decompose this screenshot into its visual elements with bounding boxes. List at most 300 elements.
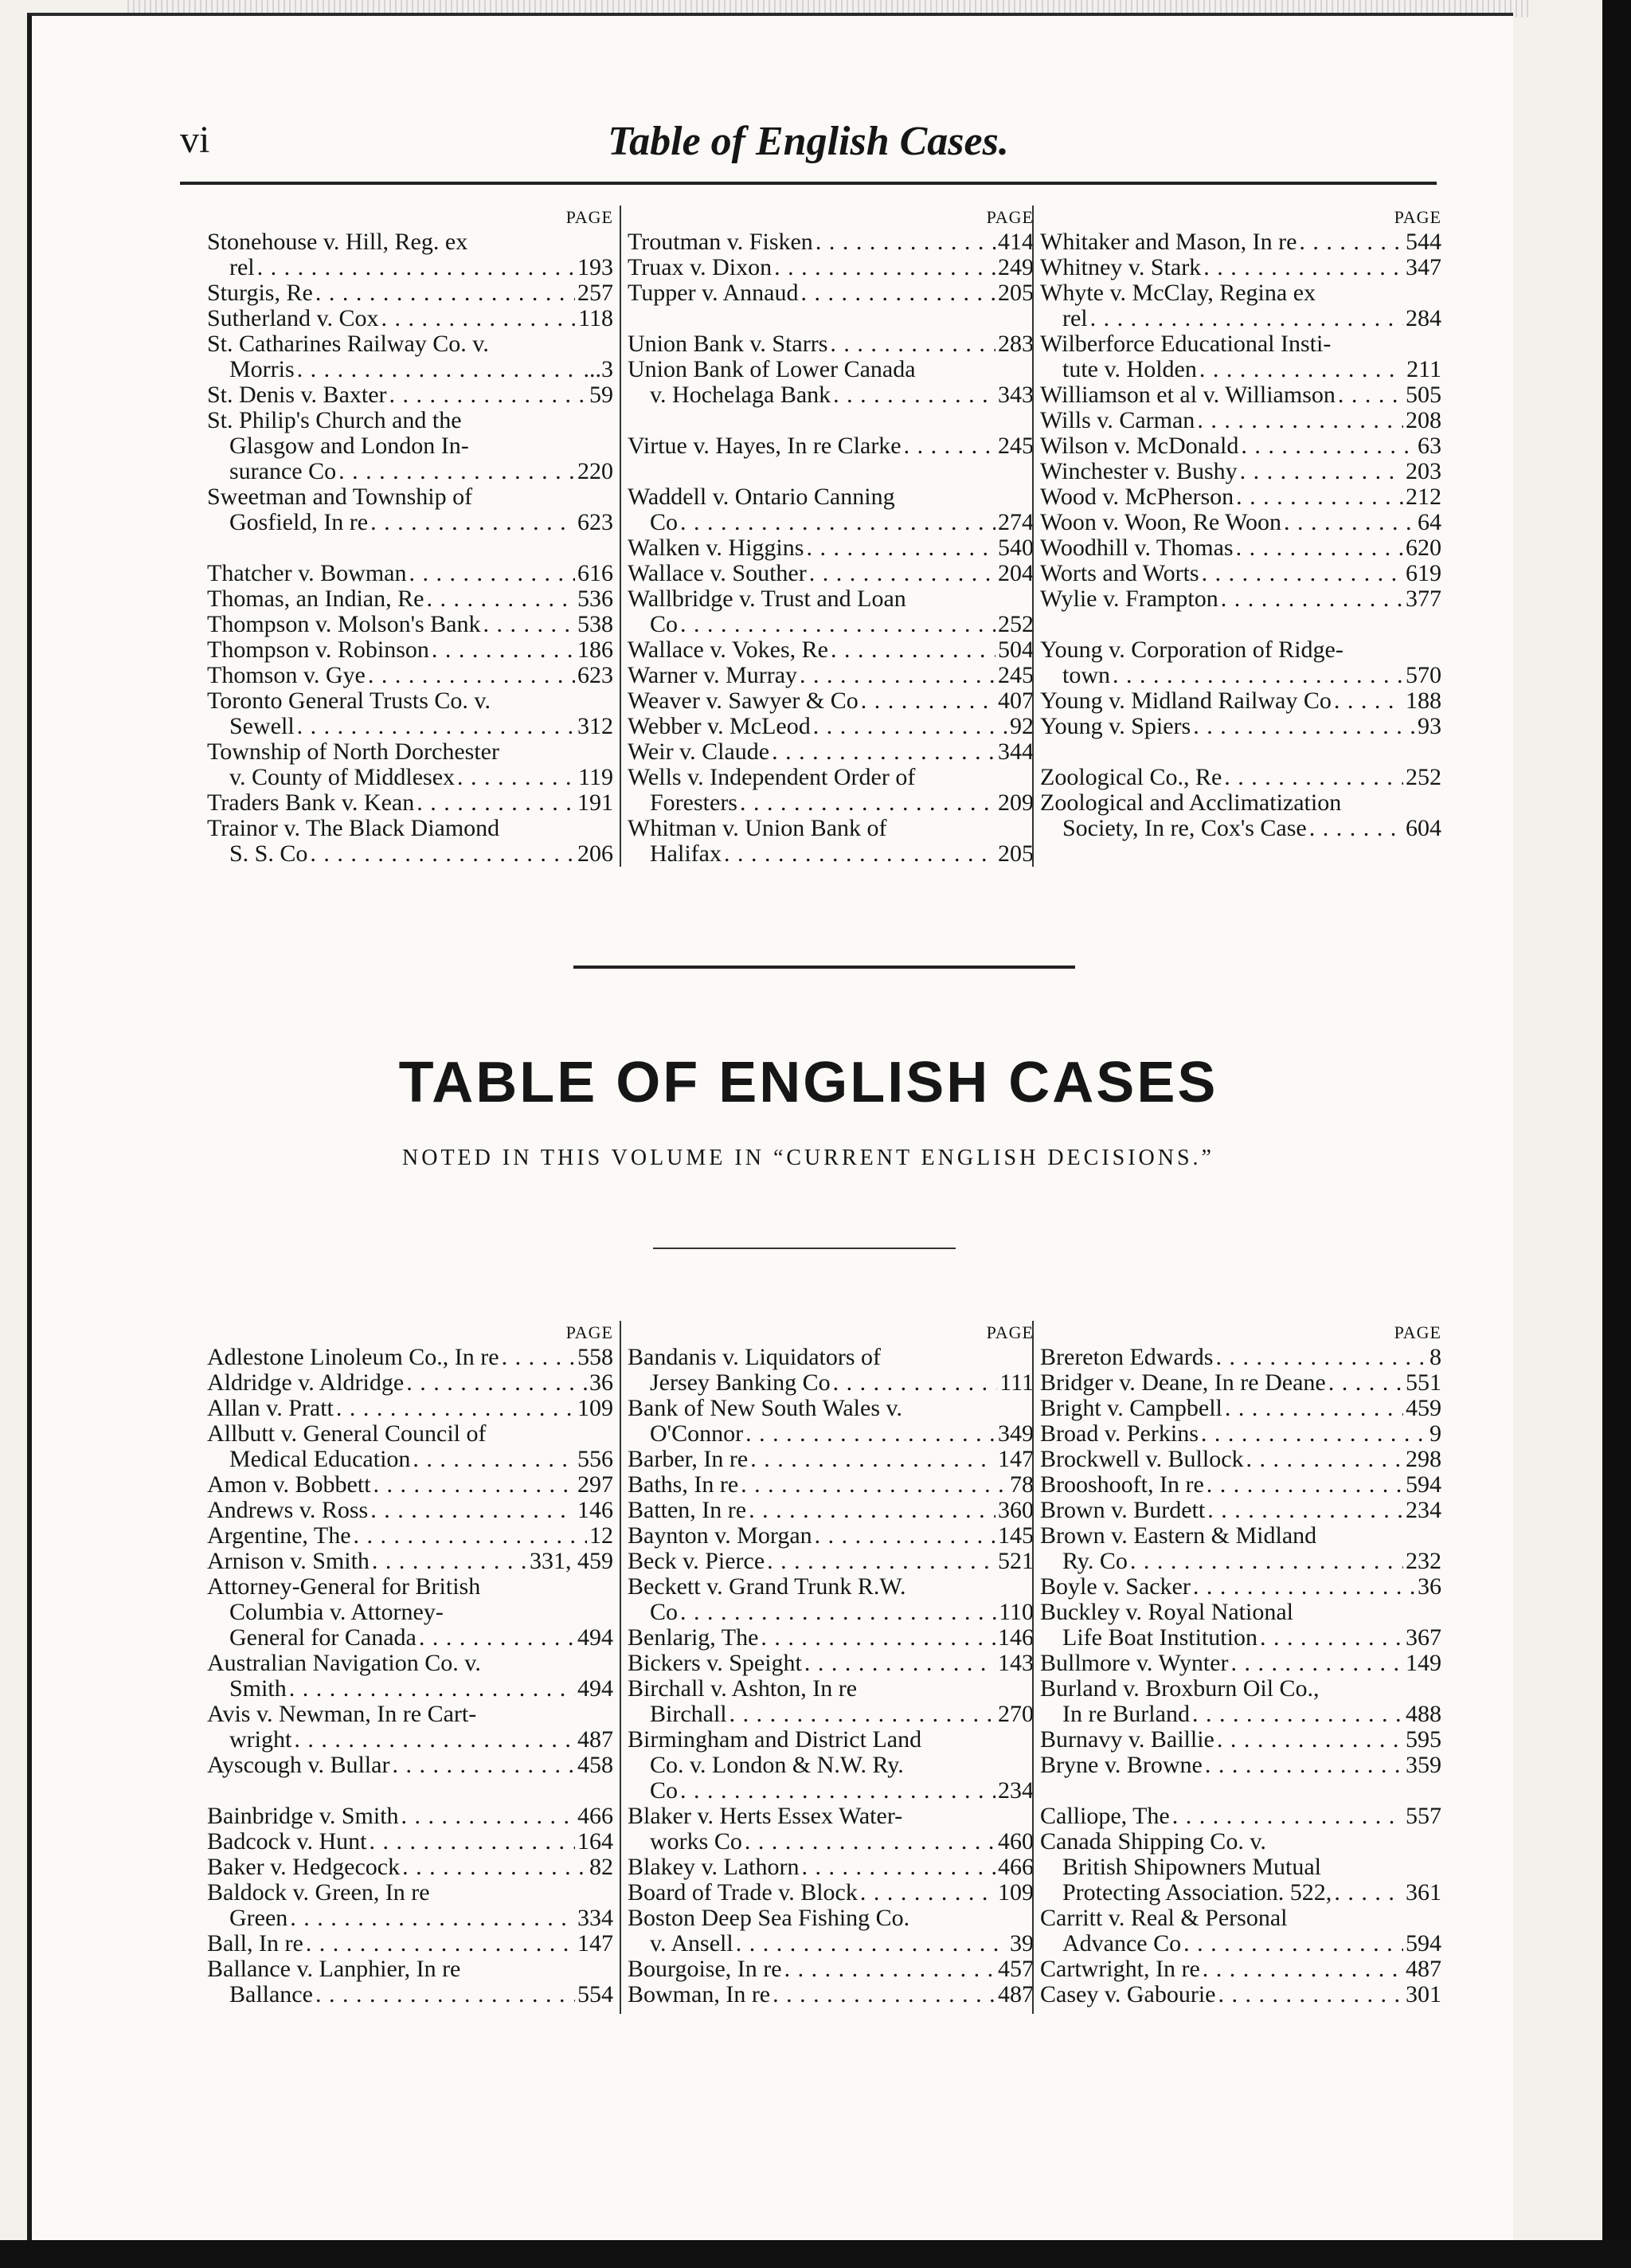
dot-leader [1090, 306, 1403, 331]
page-number: 252 [998, 612, 1034, 637]
case-name: Glasgow and London In- [229, 433, 469, 459]
case-name: Tupper v. Annaud [628, 280, 799, 306]
case-entry [628, 1574, 1034, 1600]
dot-leader [1225, 1396, 1403, 1421]
case-name: Whitman v. Union Bank of [628, 816, 887, 841]
dot-leader [1130, 1549, 1403, 1574]
dot-leader [1334, 688, 1403, 714]
dot-leader [804, 1651, 995, 1676]
page-number: 349 [998, 1421, 1034, 1447]
page-number: 186 [577, 637, 613, 663]
dot-leader [802, 1855, 996, 1880]
case-name: Young v. Midland Railway Co [1040, 688, 1332, 714]
case-entry [1040, 1753, 1441, 1778]
dot-leader [772, 1982, 995, 2008]
case-name: Co [650, 1778, 679, 1804]
case-name: Ballance v. Lanphier, In re [207, 1957, 461, 1982]
dot-leader [381, 306, 577, 331]
case-name: Winchester v. Bushy [1040, 459, 1238, 484]
dot-leader [1309, 816, 1403, 841]
case-name: S. S. Co [229, 841, 308, 867]
page-number: 164 [577, 1829, 613, 1855]
page-number: 623 [577, 510, 613, 535]
page-column-heading: PAGE [1394, 207, 1441, 227]
case-name: Baynton v. Morgan [628, 1523, 812, 1549]
case-entry [207, 382, 613, 408]
case-name: Brown v. Burdett [1040, 1498, 1206, 1523]
page-number: 283 [998, 331, 1034, 357]
dot-leader [800, 280, 995, 306]
case-entry [1040, 1396, 1441, 1421]
case-name: Ballance [229, 1982, 313, 2008]
running-title: Table of English Cases. [608, 119, 1009, 164]
case-name: Allan v. Pratt [207, 1396, 334, 1421]
page-number: 301 [1406, 1982, 1441, 2008]
case-name: Thompson v. Robinson [207, 637, 429, 663]
case-name: Calliope, The [1040, 1804, 1170, 1829]
dot-leader [680, 612, 995, 637]
case-entry [628, 790, 1034, 816]
page-number: 206 [577, 841, 613, 867]
case-entry [628, 1625, 1034, 1651]
dot-leader [774, 255, 995, 280]
case-entry [628, 1906, 1034, 1931]
dot-leader [1230, 1651, 1403, 1676]
case-entry [628, 663, 1034, 688]
dot-leader [401, 1804, 575, 1829]
page-number: 331, 459 [530, 1549, 613, 1574]
dot-leader [370, 1829, 575, 1855]
dot-leader [680, 1600, 996, 1625]
case-name: Trainor v. The Black Diamond [207, 816, 500, 841]
dot-leader [374, 1472, 575, 1498]
page-number: 78 [1010, 1472, 1034, 1498]
dot-leader [809, 561, 995, 586]
case-entry [207, 1651, 613, 1676]
case-entry [628, 1600, 1034, 1625]
page-number: 359 [1406, 1753, 1441, 1778]
case-entry [628, 535, 1034, 561]
case-entry [207, 663, 613, 688]
case-entry [1040, 739, 1441, 765]
case-name: Halifax [650, 841, 722, 867]
case-name: Protecting Association. 522, [1062, 1880, 1332, 1906]
page-number: 360 [998, 1498, 1034, 1523]
case-entry [628, 1880, 1034, 1906]
page-number: 143 [998, 1651, 1034, 1676]
case-entry [207, 229, 613, 255]
case-name: Zoological Co., Re [1040, 765, 1222, 790]
case-entry [1040, 714, 1441, 739]
dot-leader [1224, 765, 1403, 790]
case-entry [1040, 408, 1441, 433]
dot-leader [813, 714, 1007, 739]
case-entry [1040, 1447, 1441, 1472]
case-name: v. County of Middlesex [229, 765, 456, 790]
case-entry [1040, 1804, 1441, 1829]
dot-leader [413, 1447, 575, 1472]
dot-leader [426, 586, 575, 612]
dot-leader [389, 382, 587, 408]
case-name: Cartwright, In re [1040, 1957, 1200, 1982]
case-entry [207, 612, 613, 637]
case-name: Troutman v. Fisken [628, 229, 813, 255]
page-number: 558 [577, 1345, 613, 1370]
case-entry [628, 765, 1034, 790]
dot-leader [1205, 1753, 1403, 1778]
case-name: Webber v. McLeod [628, 714, 811, 739]
case-entry [628, 1702, 1034, 1727]
page-number: 205 [998, 280, 1034, 306]
page-column-heading: PAGE [1394, 1322, 1441, 1342]
case-entry [1040, 1651, 1441, 1676]
case-entry [628, 1931, 1034, 1957]
case-entry [207, 1600, 613, 1625]
page-number: 377 [1406, 586, 1441, 612]
case-entry [628, 1982, 1034, 2008]
page-number: 245 [998, 663, 1034, 688]
case-name: In re Burland [1062, 1702, 1190, 1727]
case-name: Ayscough v. Bullar [207, 1753, 390, 1778]
case-entry [207, 1931, 613, 1957]
case-name: surance Co [229, 459, 337, 484]
page-number: 59 [589, 382, 613, 408]
dot-leader [419, 1625, 575, 1651]
dot-leader [290, 1906, 575, 1931]
case-entry [628, 1345, 1034, 1370]
case-entry [207, 433, 613, 459]
case-name: Columbia v. Attorney- [229, 1600, 444, 1625]
case-name: Township of North Dorchester [207, 739, 499, 765]
case-name: Wilson v. McDonald [1040, 433, 1239, 459]
case-entry [1040, 459, 1441, 484]
dot-leader [1193, 714, 1415, 739]
dot-leader [368, 663, 575, 688]
case-name: Allbutt v. General Council of [207, 1421, 487, 1447]
dot-leader [1218, 1982, 1404, 2008]
page-number: 521 [998, 1549, 1034, 1574]
page-number: 109 [577, 1396, 613, 1421]
case-name: Sutherland v. Cox [207, 306, 379, 331]
table-bottom-column-3 [1032, 1321, 1441, 2014]
case-entry [628, 1727, 1034, 1753]
case-entry [628, 1855, 1034, 1880]
case-entry [628, 408, 1034, 433]
case-entry [1040, 1702, 1441, 1727]
case-entry [1040, 331, 1441, 357]
case-entry [207, 1421, 613, 1447]
page-number: ...3 [583, 357, 613, 382]
case-name: v. Ansell [650, 1931, 733, 1957]
case-name: Sturgis, Re [207, 280, 313, 306]
case-entry [1040, 1931, 1441, 1957]
case-name: Buckley v. Royal National [1040, 1600, 1293, 1625]
page-number: 347 [1406, 255, 1441, 280]
dot-leader [1236, 535, 1403, 561]
dot-leader [761, 1625, 995, 1651]
page-number: 211 [1406, 357, 1441, 382]
dot-leader [816, 229, 995, 255]
page-number: 146 [998, 1625, 1034, 1651]
page-number: 270 [998, 1702, 1034, 1727]
dot-leader [736, 1931, 1007, 1957]
scan-edge-right [1602, 0, 1631, 2268]
page-number: 92 [1010, 714, 1034, 739]
dot-leader [370, 1498, 575, 1523]
case-name: Stonehouse v. Hill, Reg. ex [207, 229, 468, 255]
case-name: Bridger v. Deane, In re Deane [1040, 1370, 1326, 1396]
case-name: town [1062, 663, 1110, 688]
case-entry [628, 382, 1034, 408]
case-entry [207, 790, 613, 816]
dot-leader [297, 357, 581, 382]
dot-leader [370, 510, 575, 535]
dot-leader [409, 561, 575, 586]
page-number: 193 [577, 255, 613, 280]
case-name: Baker v. Hedgecock [207, 1855, 401, 1880]
case-name: Adlestone Linoleum Co., In re [207, 1345, 499, 1370]
case-entry [628, 1370, 1034, 1396]
case-entry [628, 1957, 1034, 1982]
case-name: Burland v. Broxburn Oil Co., [1040, 1676, 1320, 1702]
dot-leader [833, 382, 995, 408]
page-number: 36 [589, 1370, 613, 1396]
case-entry [207, 280, 613, 306]
case-entry [1040, 433, 1441, 459]
page-number: 205 [998, 841, 1034, 867]
page-number: 556 [577, 1447, 613, 1472]
case-entry [207, 306, 613, 331]
page-number: 39 [1010, 1931, 1034, 1957]
case-entry [1040, 484, 1441, 510]
case-entry [1040, 1982, 1441, 2008]
case-name: Sewell [229, 714, 295, 739]
case-entry [207, 408, 613, 433]
page-number: 616 [577, 561, 613, 586]
page-number: 118 [578, 306, 613, 331]
case-name: Attorney-General for British [207, 1574, 481, 1600]
case-name: Union Bank v. Starrs [628, 331, 828, 357]
case-name: Green [229, 1906, 288, 1931]
page-number: 110 [999, 1600, 1034, 1625]
case-name: O'Connor [650, 1421, 744, 1447]
case-entry [1040, 1778, 1441, 1804]
dot-leader [1207, 1498, 1403, 1523]
case-name: Wells v. Independent Order of [628, 765, 916, 790]
case-name: Worts and Worts [1040, 561, 1199, 586]
case-name: Barber, In re [628, 1447, 749, 1472]
case-entry [1040, 1370, 1441, 1396]
case-entry [628, 1523, 1034, 1549]
case-entry [1040, 229, 1441, 255]
table-top-column-3 [1032, 206, 1441, 867]
case-name: Blaker v. Herts Essex Water- [628, 1804, 903, 1829]
case-entry [207, 1523, 613, 1549]
dot-leader [749, 1498, 995, 1523]
case-entry [207, 357, 613, 382]
page-number: 149 [1406, 1651, 1441, 1676]
case-name: Thomson v. Gye [207, 663, 366, 688]
case-entry [1040, 535, 1441, 561]
page-number: 119 [578, 765, 613, 790]
case-name: General for Canada [229, 1625, 417, 1651]
case-name: Casey v. Gabourie [1040, 1982, 1216, 2008]
case-name: wright [229, 1727, 292, 1753]
page-column-heading: PAGE [986, 207, 1034, 227]
case-name: Bright v. Campbell [1040, 1396, 1222, 1421]
dot-leader [1197, 408, 1403, 433]
case-name: Wilberforce Educational Insti- [1040, 331, 1332, 357]
page-number: 284 [1406, 306, 1441, 331]
case-entry [1040, 790, 1441, 816]
case-name: Bowman, In re [628, 1982, 771, 2008]
page-number: 457 [998, 1957, 1034, 1982]
case-name: Board of Trade v. Block [628, 1880, 858, 1906]
case-name: Amon v. Bobbett [207, 1472, 371, 1498]
case-name: Birchall v. Ashton, In re [628, 1676, 858, 1702]
dot-leader [432, 637, 575, 663]
case-entry [1040, 765, 1441, 790]
case-entry [207, 1702, 613, 1727]
case-name: Birchall [650, 1702, 727, 1727]
case-entry [628, 1829, 1034, 1855]
case-entry [628, 229, 1034, 255]
case-entry [207, 1676, 613, 1702]
case-name: Walken v. Higgins [628, 535, 804, 561]
page-number: 212 [1406, 484, 1441, 510]
case-entry [628, 1753, 1034, 1778]
case-name: Wood v. McPherson [1040, 484, 1234, 510]
dot-leader [257, 255, 575, 280]
page-number: 538 [577, 612, 613, 637]
case-name: Zoological and Acclimatization [1040, 790, 1342, 816]
page-number: 245 [998, 433, 1034, 459]
scan-edge-bottom [0, 2240, 1631, 2268]
case-entry [628, 1472, 1034, 1498]
case-entry [628, 739, 1034, 765]
page-number: 147 [998, 1447, 1034, 1472]
case-entry [207, 484, 613, 510]
page-number: 209 [998, 790, 1034, 816]
dot-leader [315, 1982, 575, 2008]
dot-leader [1203, 255, 1403, 280]
case-entry [207, 255, 613, 280]
case-entry [207, 841, 613, 867]
case-entry [1040, 510, 1441, 535]
dot-leader [1221, 586, 1403, 612]
case-entry [207, 1370, 613, 1396]
table-bottom-column-2 [620, 1321, 1034, 2014]
case-name: Australian Navigation Co. v. [207, 1651, 481, 1676]
case-entry [1040, 1957, 1441, 1982]
dot-leader [502, 1345, 575, 1370]
page-number: 252 [1406, 765, 1441, 790]
dot-leader [406, 1370, 587, 1396]
dot-leader [1207, 1472, 1403, 1498]
section-divider [573, 966, 1075, 969]
case-name: British Shipowners Mutual [1062, 1855, 1322, 1880]
case-entry [207, 1804, 613, 1829]
page-number: 12 [589, 1523, 613, 1549]
case-entry [1040, 1906, 1441, 1931]
table-bottom-column-1 [207, 1321, 613, 2008]
page-number: 557 [1406, 1804, 1441, 1829]
page-number: 361 [1406, 1880, 1441, 1906]
case-name: Life Boat Institution [1062, 1625, 1257, 1651]
case-entry [628, 1549, 1034, 1574]
page-number: 234 [1406, 1498, 1441, 1523]
case-name: Williamson et al v. Williamson [1040, 382, 1336, 408]
dot-leader [297, 714, 575, 739]
case-name: Union Bank of Lower Canada [628, 357, 916, 382]
case-name: works Co [650, 1829, 742, 1855]
case-entry [1040, 586, 1441, 612]
case-name: Benlarig, The [628, 1625, 759, 1651]
case-entry [1040, 1829, 1441, 1855]
case-entry [207, 714, 613, 739]
case-name: Woodhill v. Thomas [1040, 535, 1234, 561]
case-entry [628, 586, 1034, 612]
case-entry [1040, 688, 1441, 714]
case-name: St. Philip's Church and the [207, 408, 462, 433]
dot-leader [310, 841, 575, 867]
dot-leader [392, 1753, 575, 1778]
case-entry [1040, 612, 1441, 637]
page-number: 536 [577, 586, 613, 612]
case-name: Bandanis v. Liquidators of [628, 1345, 882, 1370]
case-entry [1040, 280, 1441, 306]
dot-leader [1183, 1931, 1403, 1957]
case-entry [1040, 1676, 1441, 1702]
dot-leader [1113, 663, 1403, 688]
page-number: 504 [998, 637, 1034, 663]
case-name: Birmingham and District Land [628, 1727, 922, 1753]
case-name: Boston Deep Sea Fishing Co. [628, 1906, 910, 1931]
page-number: 487 [998, 1982, 1034, 2008]
case-entry [1040, 1880, 1441, 1906]
page-number: 343 [998, 382, 1034, 408]
case-name: Argentine, The [207, 1523, 351, 1549]
table-top-column-2 [620, 206, 1034, 867]
dot-leader [724, 841, 995, 867]
case-entry [628, 1676, 1034, 1702]
dot-leader [1193, 1574, 1415, 1600]
case-entry [628, 841, 1034, 867]
case-name: Bainbridge v. Smith [207, 1804, 399, 1829]
dot-leader [289, 1676, 575, 1702]
page-number: 505 [1406, 382, 1441, 408]
page-number: 191 [577, 790, 613, 816]
case-name: Woon v. Woon, Re Woon [1040, 510, 1282, 535]
case-name: Society, In re, Cox's Case [1062, 816, 1307, 841]
case-name: Brereton Edwards [1040, 1345, 1214, 1370]
dot-leader [1328, 1370, 1403, 1396]
case-name: Blakey v. Lathorn [628, 1855, 800, 1880]
case-entry [207, 459, 613, 484]
page-number: 147 [577, 1931, 613, 1957]
case-entry [1040, 1523, 1441, 1549]
page-number: 466 [577, 1804, 613, 1829]
case-name: Carritt v. Real & Personal [1040, 1906, 1288, 1931]
case-name: Foresters [650, 790, 737, 816]
page-number: 234 [998, 1778, 1034, 1804]
case-name: Advance Co [1062, 1931, 1182, 1957]
case-name: Waddell v. Ontario Canning [628, 484, 895, 510]
case-entry [207, 1472, 613, 1498]
page-number: 8 [1430, 1345, 1441, 1370]
dot-leader [815, 1523, 995, 1549]
page-number: 487 [577, 1727, 613, 1753]
